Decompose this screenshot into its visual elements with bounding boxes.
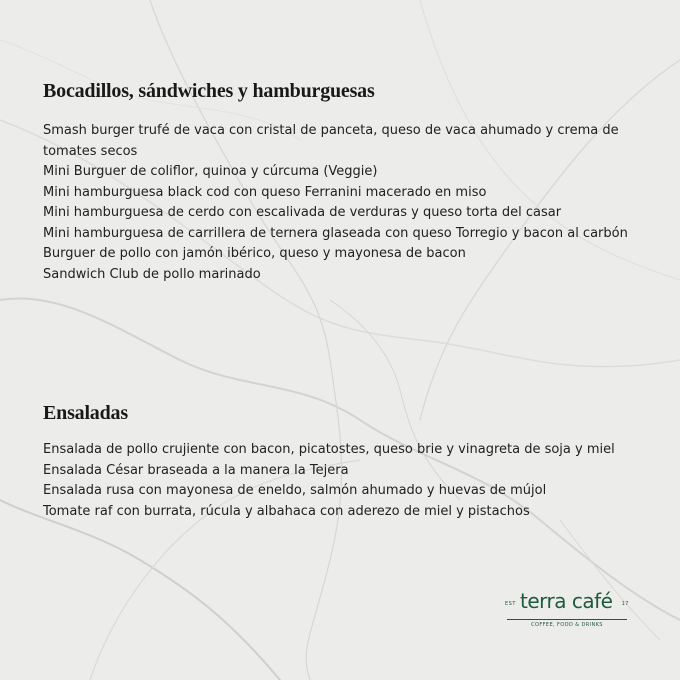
menu-item: Ensalada de pollo crujiente con bacon, picatostes, queso brie y vinagreta de soja y miel — [43, 442, 615, 457]
menu-item: Ensalada César braseada a la manera la Tejera — [43, 462, 349, 478]
menu-item: Mini hamburguesa de carrillera de ternera glaseada con queso Torregio y bacon al carbón — [43, 225, 628, 241]
logo-divider — [507, 619, 627, 620]
menu-item: Sandwich Club de pollo marinado — [43, 266, 261, 282]
ensaladas-list — [43, 440, 643, 522]
logo-est-label: EST — [505, 601, 516, 607]
menu-item: Mini hamburguesa black cod con queso Ferranini macerado en miso — [43, 184, 487, 200]
logo-wordmark: terra café — [520, 589, 613, 613]
menu-item: Tomate raf con burrata, rúcula y albahaca con aderezo de miel y pistachos — [43, 503, 530, 519]
terra-cafe-logo — [505, 589, 629, 633]
menu-item: Burguer de pollo con jamón ibérico, queso y mayonesa de bacon — [43, 246, 466, 261]
menu-item: Smash burger trufé de vaca con cristal de panceta, queso de vaca ahumado y crema de tomates secos — [43, 123, 619, 159]
logo-tagline: COFFEE, FOOD & DRINKS — [531, 622, 603, 628]
menu-item: Ensalada rusa con mayonesa de eneldo, salmón ahumado y huevas de mújol — [43, 483, 547, 498]
menu-item: Mini hamburguesa de cerdo con escalivada de verduras y queso torta del casar — [43, 205, 562, 220]
logo-year-label: 17 — [621, 601, 629, 607]
logo-wordmark-row — [505, 589, 629, 617]
menu-item: Mini Burguer de coliflor, quinoa y cúrcuma (Veggie) — [43, 164, 378, 179]
section-title-bocadillos: Bocadillos, sándwiches y hamburguesas — [43, 80, 375, 102]
bocadillos-list — [43, 121, 643, 285]
section-title-ensaladas: Ensaladas — [43, 402, 128, 424]
